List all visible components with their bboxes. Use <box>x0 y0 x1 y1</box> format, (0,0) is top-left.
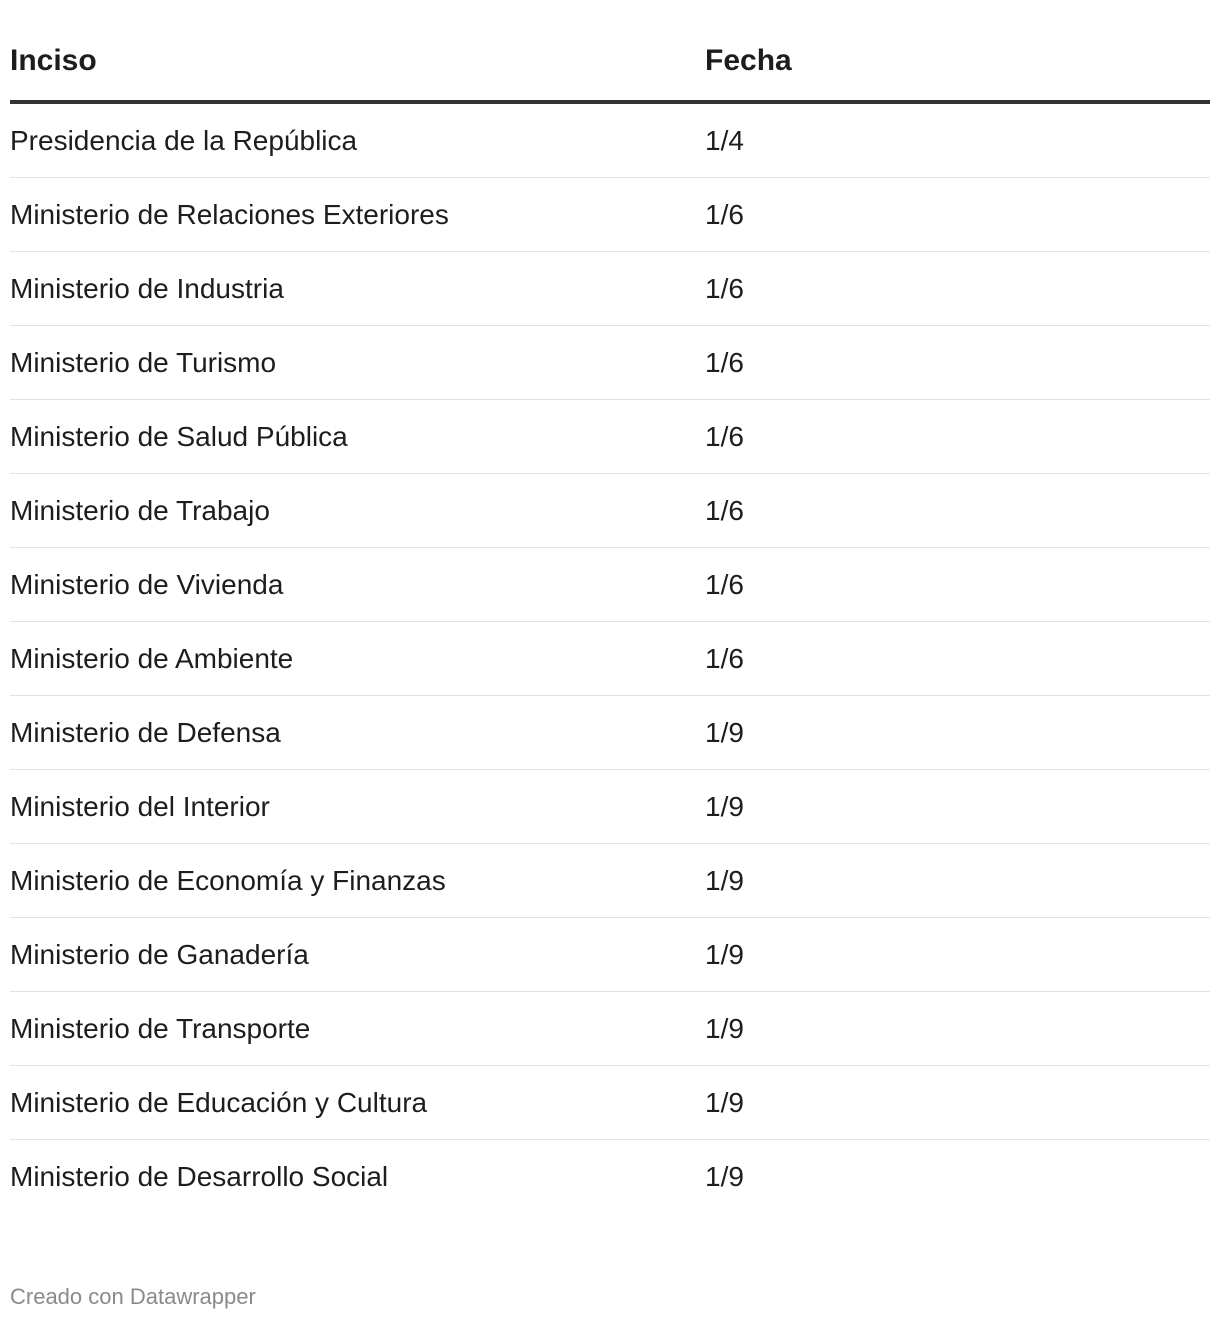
cell-fecha: 1/9 <box>705 918 1210 992</box>
cell-inciso: Ministerio de Industria <box>10 252 705 326</box>
column-header-inciso[interactable]: Inciso <box>10 36 705 102</box>
cell-fecha: 1/6 <box>705 622 1210 696</box>
cell-fecha: 1/6 <box>705 400 1210 474</box>
cell-fecha: 1/9 <box>705 1066 1210 1140</box>
cell-inciso: Ministerio de Transporte <box>10 992 705 1066</box>
cell-fecha: 1/9 <box>705 696 1210 770</box>
table-row <box>10 918 1210 992</box>
table-row <box>10 326 1210 400</box>
table-row <box>10 770 1210 844</box>
data-table <box>10 36 1210 1213</box>
cell-fecha: 1/9 <box>705 770 1210 844</box>
cell-inciso: Ministerio de Vivienda <box>10 548 705 622</box>
cell-fecha: 1/9 <box>705 1161 744 1192</box>
cell-fecha: 1/9 <box>705 992 1210 1066</box>
cell-fecha: 1/6 <box>705 548 1210 622</box>
cell-fecha: 1/6 <box>705 326 1210 400</box>
table-header-row <box>10 36 1210 102</box>
table-row <box>10 844 1210 918</box>
table-row <box>10 696 1210 770</box>
cell-fecha: 1/4 <box>705 102 1210 178</box>
table-row <box>10 178 1210 252</box>
cell-fecha: 1/9 <box>705 844 1210 918</box>
cell-inciso: Ministerio de Defensa <box>10 696 705 770</box>
cell-inciso: Ministerio de Relaciones Exteriores <box>10 178 705 252</box>
cell-inciso: Ministerio de Desarrollo Social <box>10 1161 389 1192</box>
cell-inciso: Ministerio de Ambiente <box>10 622 705 696</box>
cell-inciso: Ministerio de Economía y Finanzas <box>10 844 705 918</box>
table-row <box>10 992 1210 1066</box>
column-header-fecha[interactable]: Fecha <box>705 36 1210 102</box>
cell-inciso: Ministerio de Trabajo <box>10 474 705 548</box>
table-row <box>10 252 1210 326</box>
footer-credit: Creado con Datawrapper <box>10 1284 256 1309</box>
table-row <box>10 474 1210 548</box>
table-body <box>10 102 1210 1213</box>
cell-inciso: Ministerio de Turismo <box>10 326 705 400</box>
datawrapper-table-container <box>10 36 1210 1309</box>
table-row <box>10 102 1210 178</box>
cell-inciso: Ministerio de Salud Pública <box>10 400 705 474</box>
table-row <box>10 1066 1210 1140</box>
cell-inciso: Ministerio de Educación y Cultura <box>10 1066 705 1140</box>
cell-fecha: 1/6 <box>705 474 1210 548</box>
table-row <box>10 400 1210 474</box>
table-row <box>10 548 1210 622</box>
cell-inciso: Ministerio de Ganadería <box>10 918 705 992</box>
cell-fecha: 1/6 <box>705 178 1210 252</box>
table-row <box>10 622 1210 696</box>
cell-inciso: Presidencia de la República <box>10 102 705 178</box>
cell-inciso: Ministerio del Interior <box>10 770 705 844</box>
table-row <box>10 1140 1210 1214</box>
cell-fecha: 1/6 <box>705 252 1210 326</box>
